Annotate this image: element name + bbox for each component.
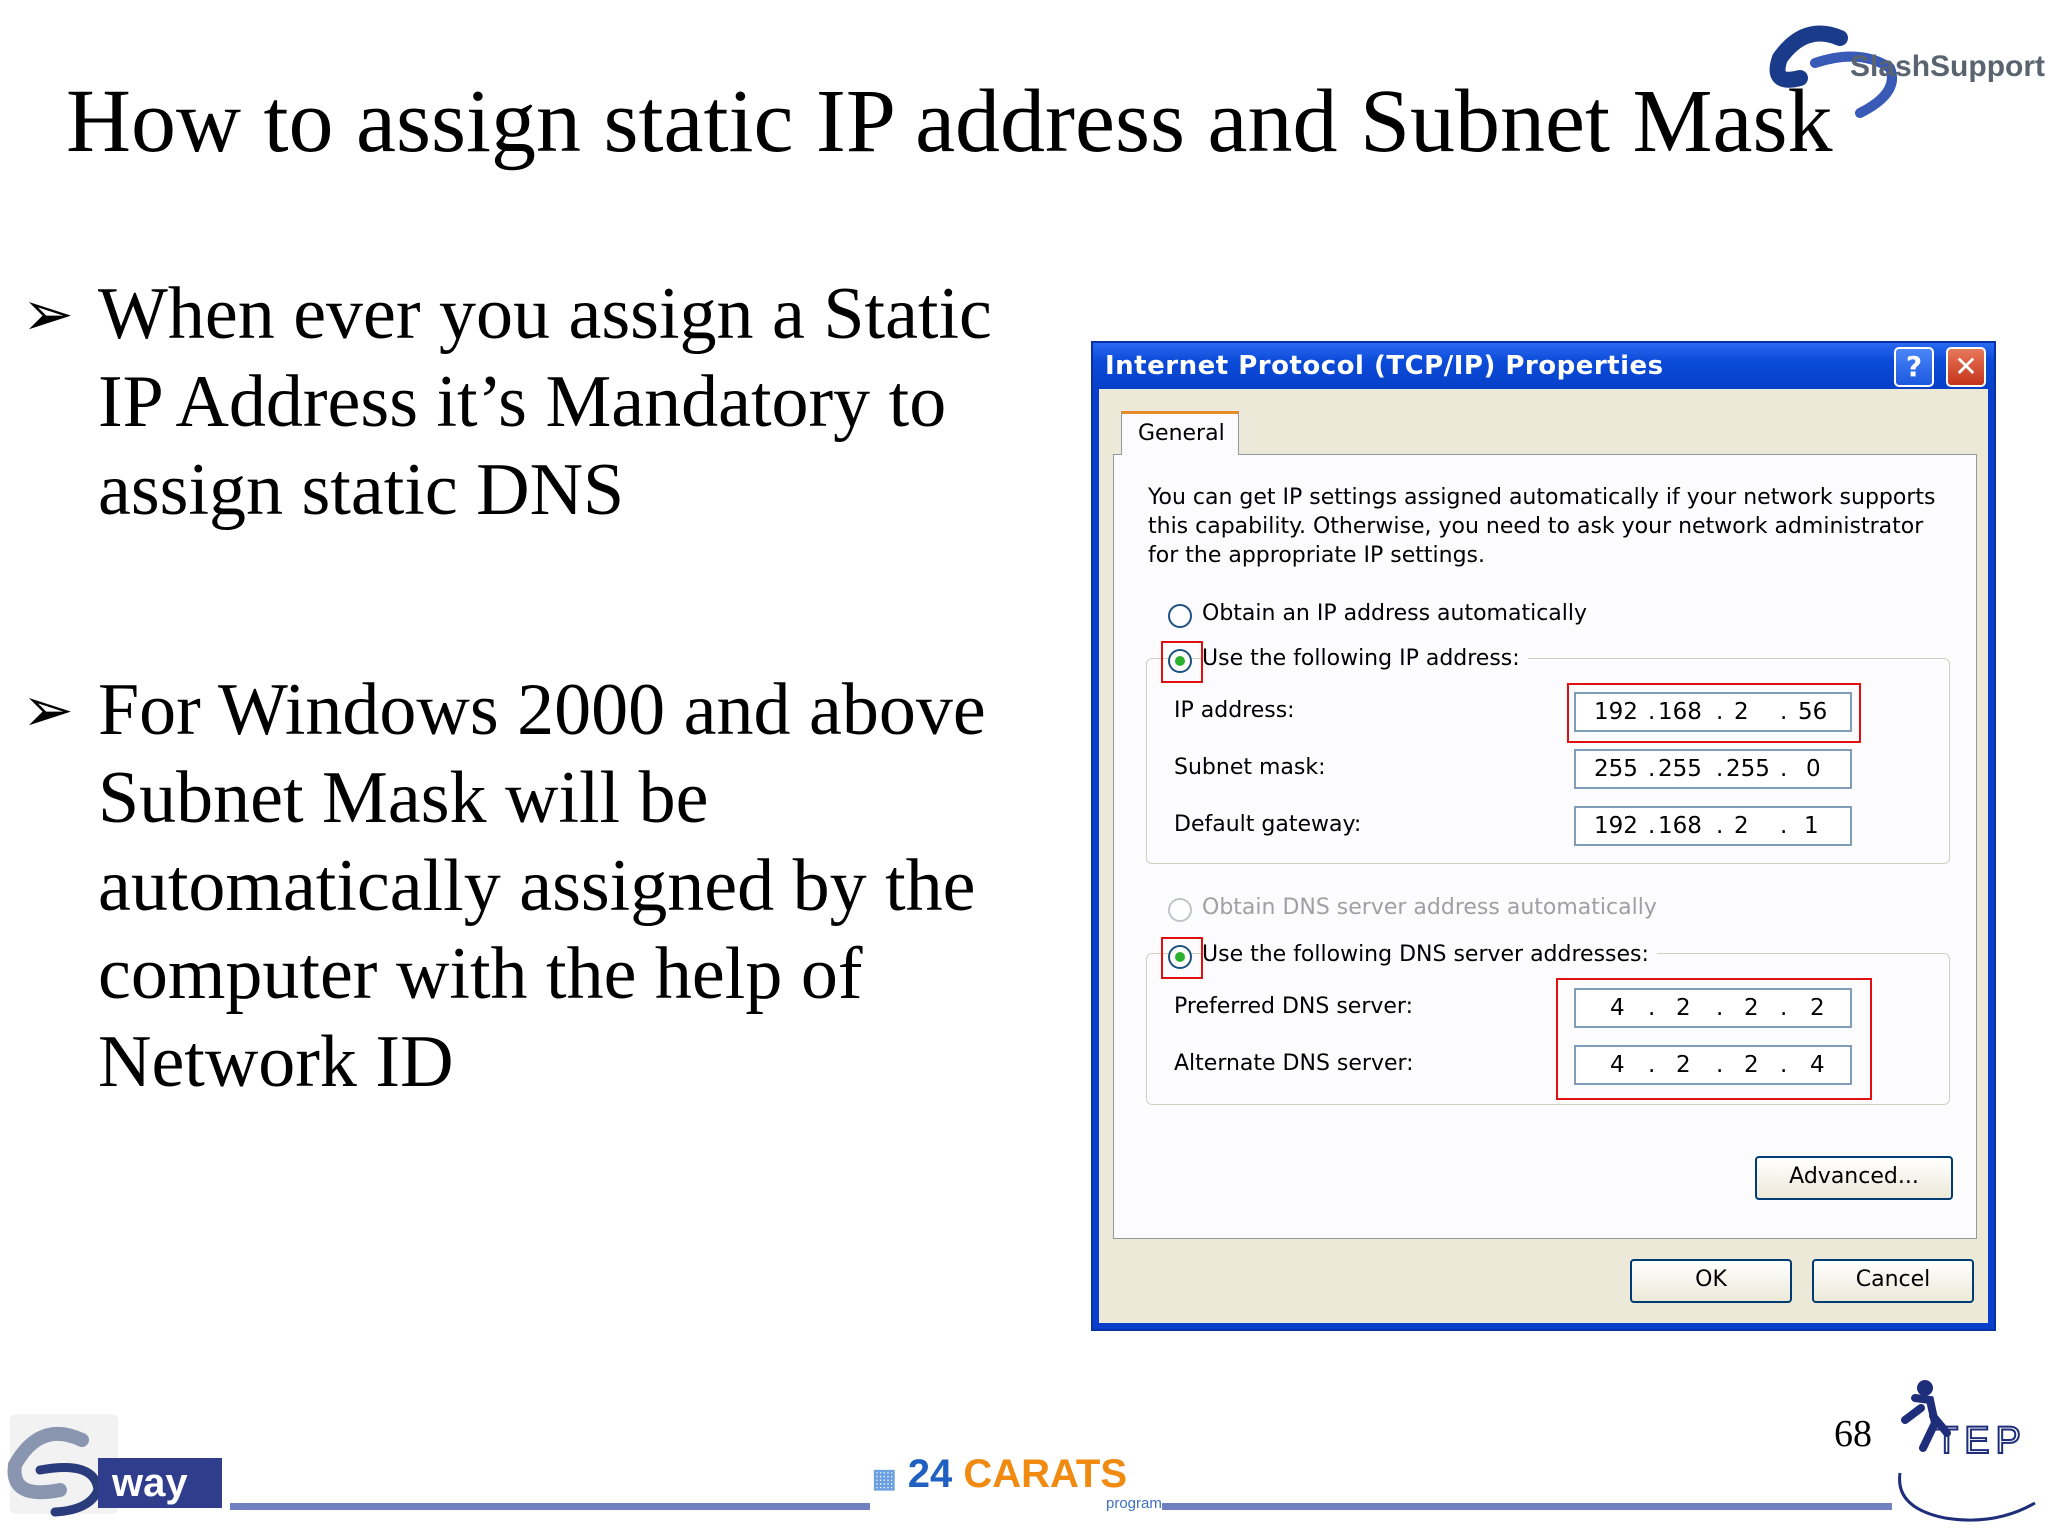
tab-label: General — [1138, 421, 1225, 446]
tab-general[interactable] — [1121, 411, 1239, 455]
alternate-dns-label: Alternate DNS server: — [1174, 1051, 1414, 1076]
step-logo-text: TEP — [1935, 1420, 2027, 1462]
slide-title: How to assign static IP address and Subnet Mask — [66, 72, 1833, 171]
preferred-dns-label: Preferred DNS server: — [1174, 994, 1413, 1019]
ip-auto-radio[interactable] — [1168, 604, 1192, 628]
description-text: You can get IP settings assigned automatically if your network supports this capability. Otherwise, you need to ask your network administrator for the appropriate IP settings. — [1148, 485, 1936, 568]
page-number: 68 — [1834, 1413, 1872, 1455]
bullet-item — [22, 666, 1062, 1106]
dns-manual-label[interactable]: Use the following DNS server addresses: — [1202, 942, 1657, 967]
ok-button[interactable]: OK — [1630, 1259, 1792, 1303]
bullet-item — [22, 270, 1062, 534]
ip-manual-label[interactable]: Use the following IP address: — [1202, 646, 1528, 671]
ip-address-label: IP address: — [1174, 698, 1295, 723]
sway-logo — [0, 1410, 230, 1520]
default-gateway-field[interactable]: 192 . 168 . 2 . 1 — [1574, 806, 1852, 846]
bullet-text: For Windows 2000 and above Subnet Mask will be automatically assigned by the computer with the help of Network ID — [98, 669, 986, 1103]
preferred-dns-field[interactable]: 4 . 2 . 2 . 2 — [1574, 988, 1852, 1028]
close-button[interactable]: ✕ — [1946, 347, 1986, 387]
highlight-dns-radio — [1161, 937, 1203, 979]
arrow-bullet-icon: ➢ — [22, 673, 74, 746]
sway-logo-text: way — [112, 1461, 188, 1505]
subnet-mask-field[interactable]: 255 . 255 . 255 . 0 — [1574, 749, 1852, 789]
subnet-mask-label: Subnet mask: — [1174, 755, 1326, 780]
dialog-titlebar[interactable] — [1093, 343, 1994, 389]
24-carats-logo: ▦ 24 CARATS — [872, 1452, 1128, 1496]
general-panel — [1113, 454, 1977, 1239]
dialog-title: Internet Protocol (TCP/IP) Properties — [1105, 351, 1664, 381]
alternate-dns-field[interactable]: 4 . 2 . 2 . 4 — [1574, 1045, 1852, 1085]
tcpip-properties-dialog — [1091, 341, 1996, 1331]
step-logo — [1885, 1378, 2045, 1528]
bullet-text: When ever you assign a Static IP Address it’s Mandatory to assign static DNS — [98, 273, 992, 531]
ip-address-field[interactable]: 192 . 168 . 2 . 56 — [1574, 692, 1852, 732]
help-button[interactable]: ? — [1894, 347, 1934, 387]
grid-icon: ▦ — [872, 1463, 897, 1493]
footer-line-right — [1162, 1503, 1892, 1510]
default-gateway-label: Default gateway: — [1174, 812, 1362, 837]
highlight-dns-fields — [1556, 978, 1872, 1100]
dns-auto-radio[interactable] — [1168, 898, 1192, 922]
advanced-button[interactable]: Advanced... — [1755, 1156, 1953, 1200]
ip-auto-label[interactable]: Obtain an IP address automatically — [1202, 601, 1588, 626]
arrow-bullet-icon: ➢ — [22, 277, 74, 350]
dialog-client-area — [1099, 389, 1988, 1323]
cancel-button[interactable]: Cancel — [1812, 1259, 1974, 1303]
brand-name: SlashSupport — [1850, 50, 2046, 83]
footer-line-left — [230, 1503, 870, 1510]
dns-auto-label[interactable]: Obtain DNS server address automatically — [1202, 895, 1657, 920]
carats-subtitle: program — [1106, 1495, 1162, 1512]
highlight-ip-address — [1567, 683, 1861, 743]
highlight-ip-radio — [1161, 641, 1203, 683]
bullet-list — [22, 270, 1062, 1106]
